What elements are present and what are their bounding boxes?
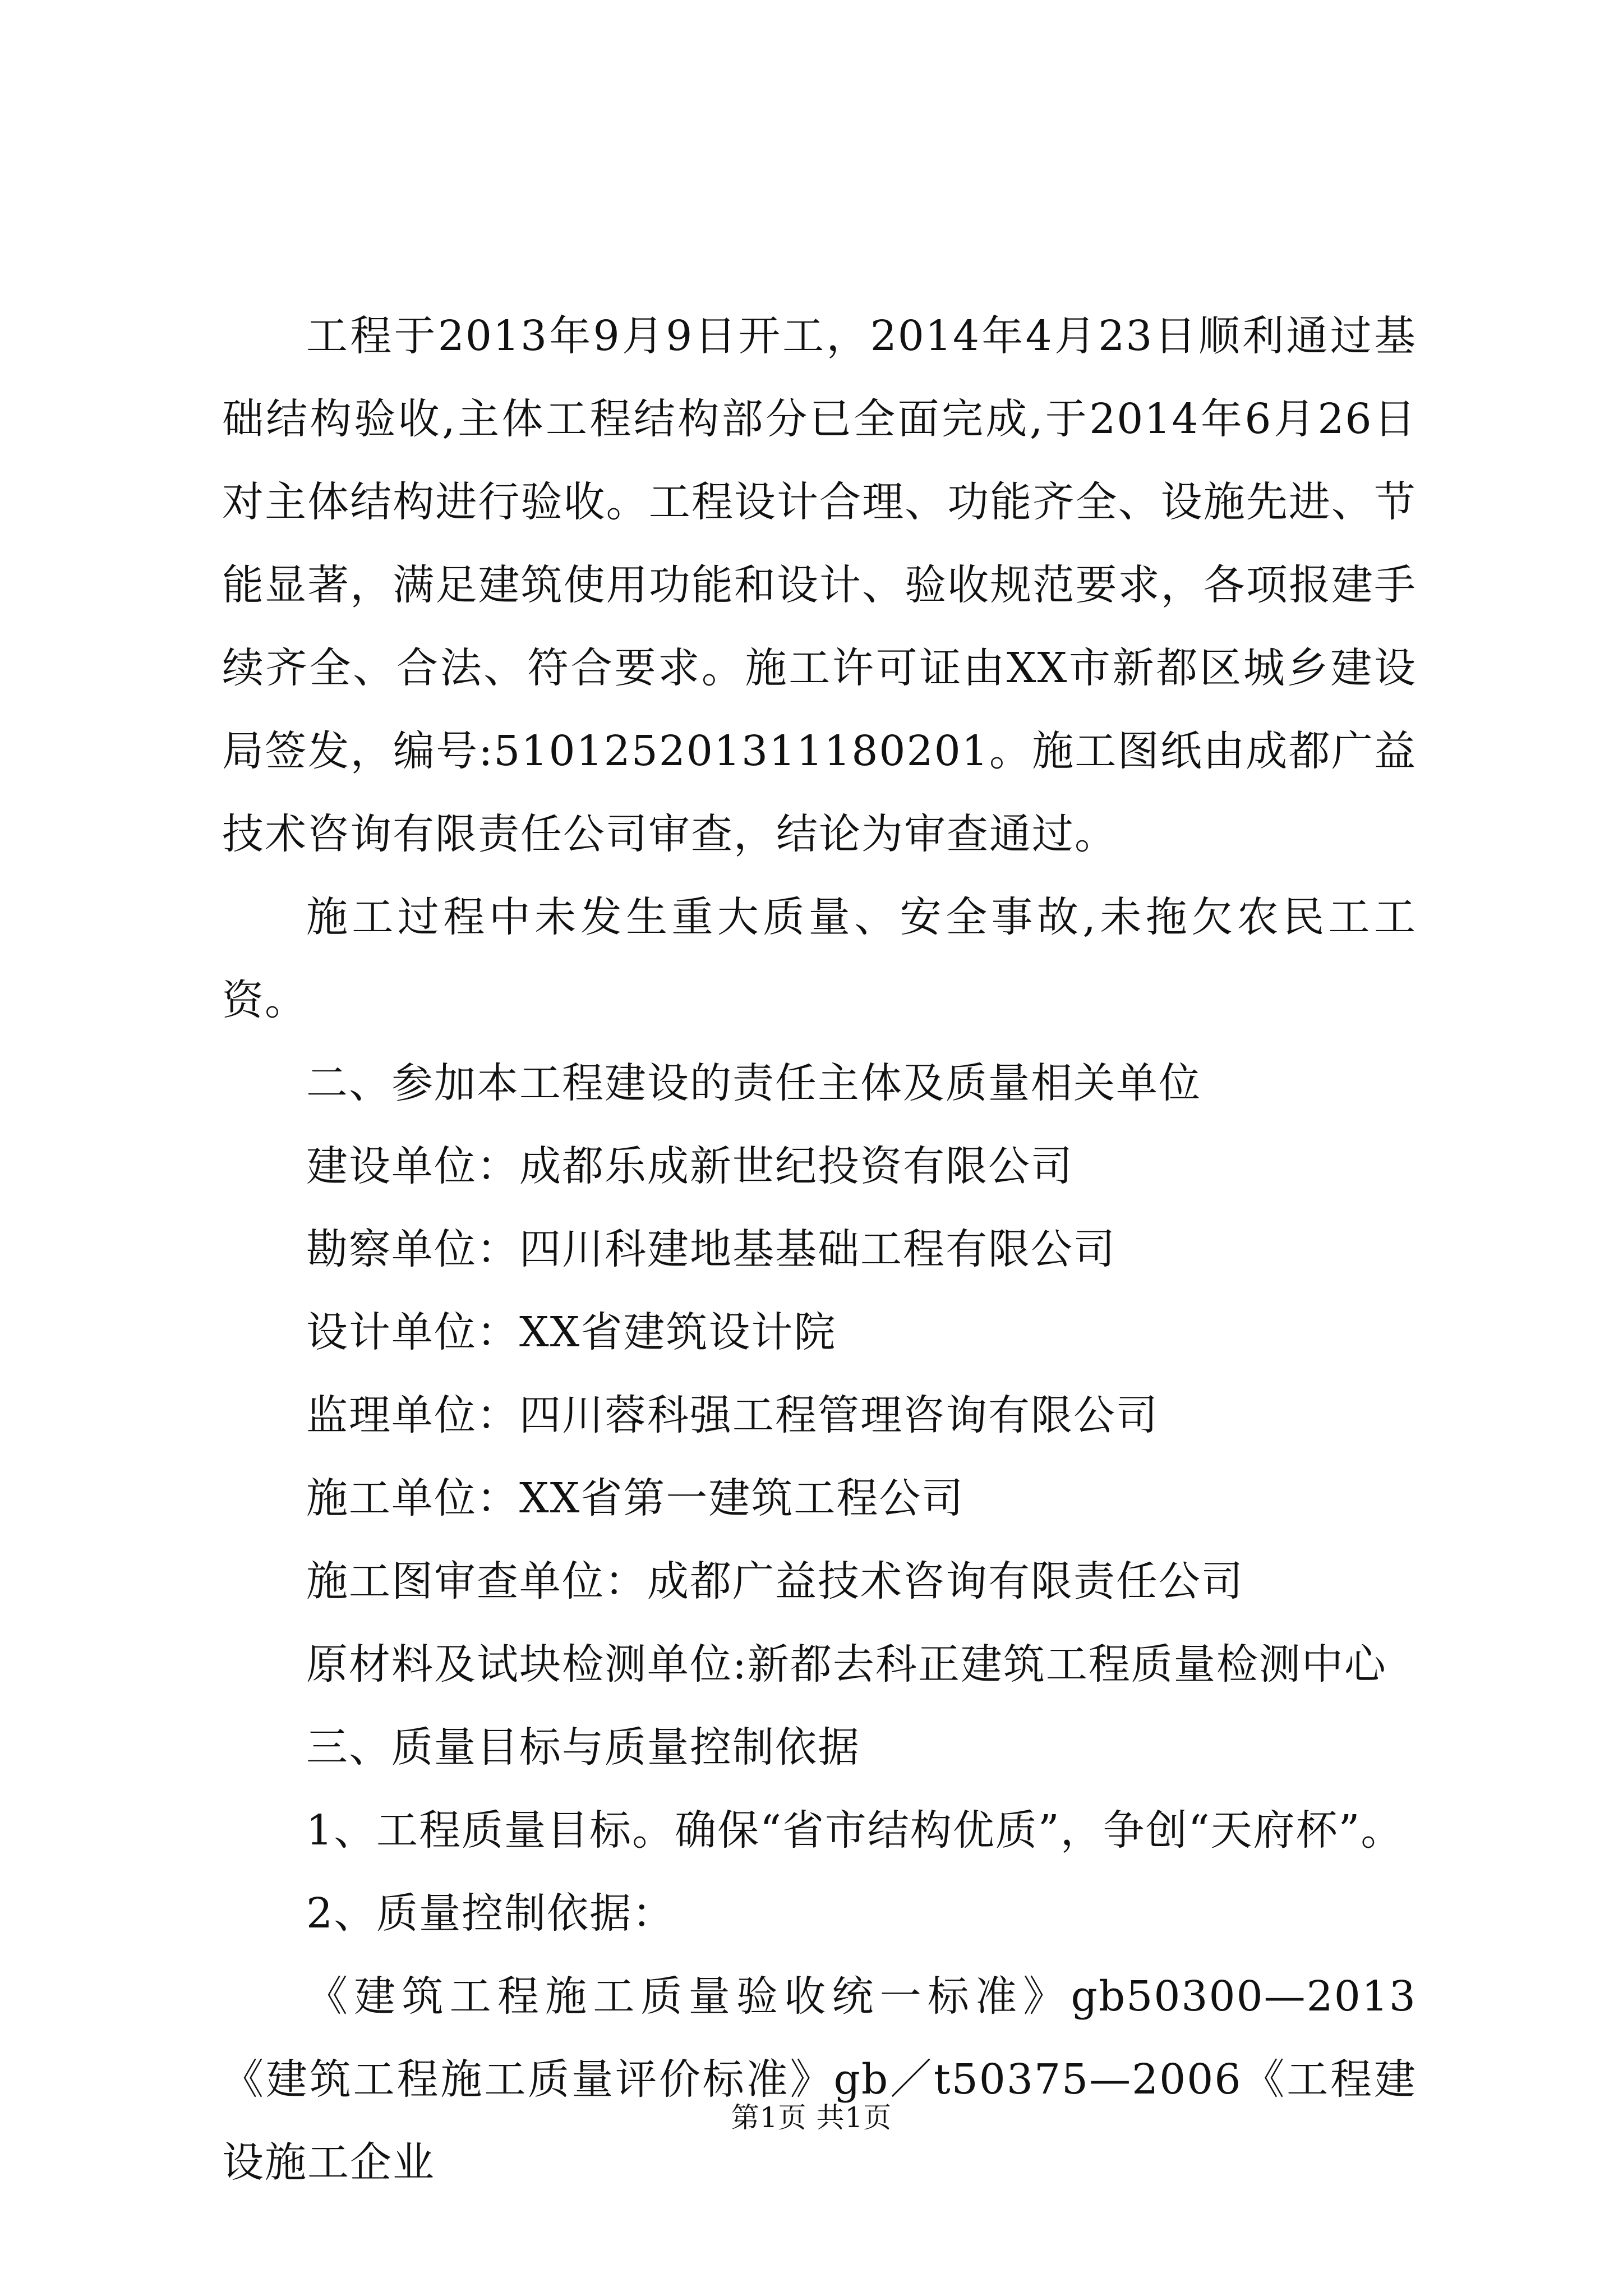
unit-material-testing: 原材料及试块检测单位:新都去科正建筑工程质量检测中心	[306, 1640, 1387, 1688]
paragraph-safety-statement: 施工过程中未发生重大质量、安全事故,未拖欠农民工工资。	[222, 893, 1417, 1024]
unit-construction-owner: 建设单位：成都乐成新世纪投资有限公司	[306, 1142, 1073, 1190]
quality-target-item: 1、工程质量目标。确保“省市结构优质”，争创“天府杯”。	[306, 1806, 1404, 1855]
unit-survey: 勘察单位：四川科建地基基础工程有限公司	[306, 1225, 1116, 1273]
section-heading-participants: 二、参加本工程建设的责任主体及质量相关单位	[306, 1059, 1201, 1107]
standards-reference-paragraph: 《建筑工程施工质量验收统一标准》gb50300—2013《建筑工程施工质量评价标准》gb／t50375—2006《工程建设施工企业	[222, 1972, 1417, 2187]
unit-contractor: 施工单位：XX省第一建筑工程公司	[306, 1474, 965, 1522]
paragraph-project-overview: 工程于2013年9月9日开工，2014年4月23日顺利通过基础结构验收,主体工程结构部分已全面完成,于2014年6月26日对主体结构进行验收。工程设计合理、功能齐全、设施先进、节能显著，满足建筑使用功能和设计、验收规范要求，各项报建手续齐全、合法、符合要求。施工许可证由XX市新都区城乡建设局签发，编号:510125201311180201。施工图纸由成都广益技术咨询有限责任公司审查，结论为审查通过。	[222, 312, 1417, 858]
quality-basis-item: 2、质量控制依据：	[306, 1889, 675, 1938]
section-heading-quality-targets: 三、质量目标与质量控制依据	[306, 1723, 860, 1772]
unit-design: 设计单位：XX省建筑设计院	[306, 1308, 837, 1356]
unit-drawing-review: 施工图审查单位：成都广益技术咨询有限责任公司	[306, 1557, 1244, 1605]
document-body	[222, 295, 1417, 2204]
page-footer: 第1页 共1页	[731, 2101, 892, 2134]
unit-supervision: 监理单位：四川蓉科强工程管理咨询有限公司	[306, 1391, 1159, 1439]
